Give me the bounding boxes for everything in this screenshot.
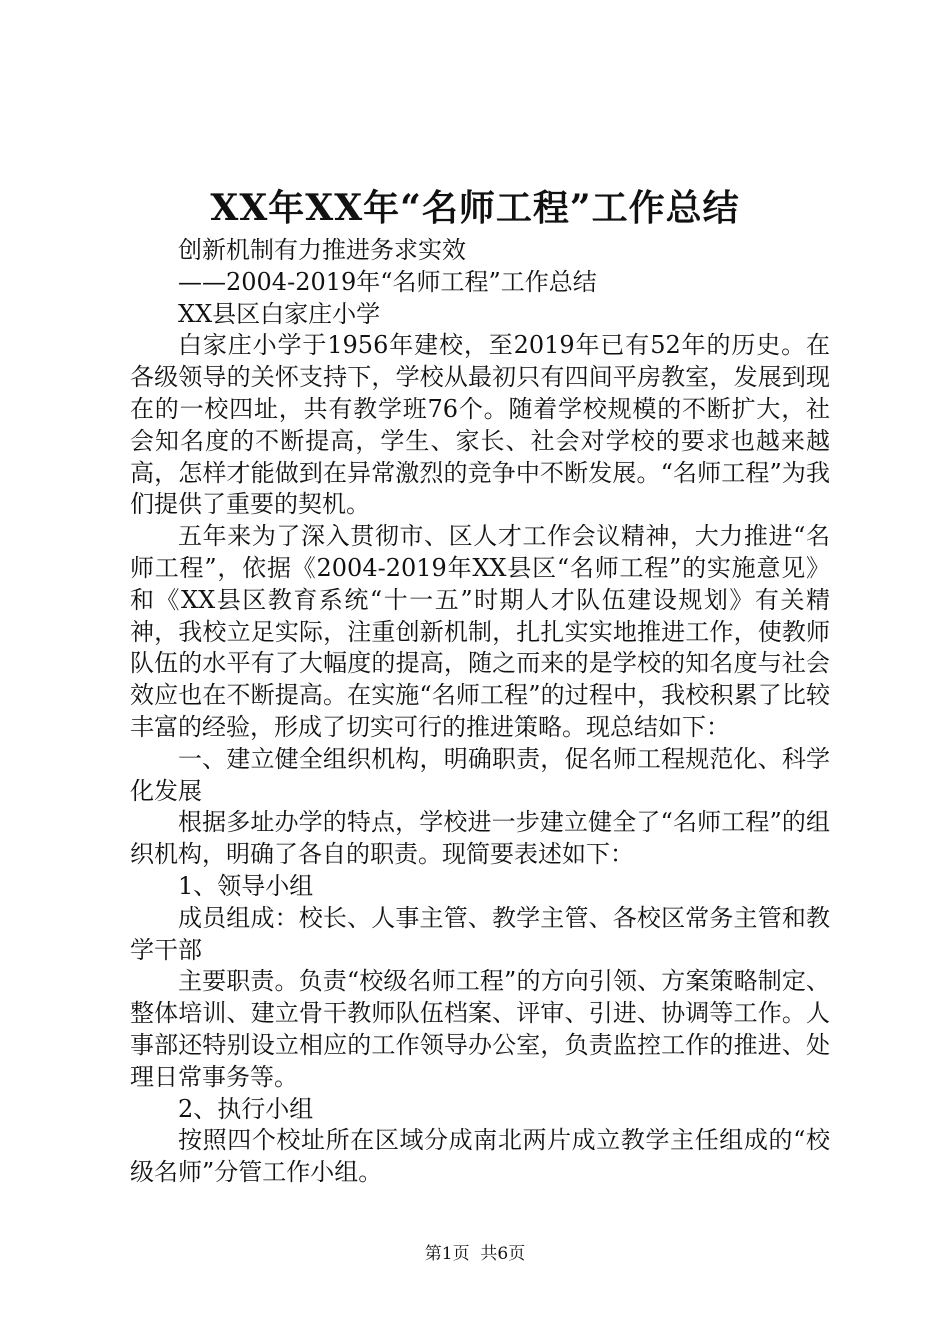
document-body — [130, 235, 830, 1189]
page-number-footer: 第1页 共6页 — [424, 1244, 526, 1264]
subtitle-line: 创新机制有力推进务求实效 — [178, 236, 466, 264]
subheading-leadership-group: 1、领导小组 — [178, 871, 314, 900]
section-heading-1: 一、建立健全组织机构，明确职责，促名师工程规范化、科学化发展 — [130, 744, 830, 805]
paragraph-organization: 根据多址办学的特点，学校进一步建立健全了“名师工程”的组织机构，明确了各自的职责。现简要表述如下： — [130, 808, 830, 869]
paragraph-overview: 五年来为了深入贯彻市、区人才工作会议精神，大力推进“名师工程”，依据《2004-2019年XX县区“名师工程”的实施意见》和《XX县区教育系统“十一五”时期人才队伍建设规划》有关精神，我校立足实际，注重创新机制，扎扎实实地推进工作，使教师队伍的水平有了大幅度的提高，随之而来的是学校的知名度与社会效应也在不断提高。在实施“名师工程”的过程中，我校积累了比较丰富的经验，形成了切实可行的推进策略。现总结如下： — [130, 522, 830, 741]
subheading-execution-group: 2、执行小组 — [178, 1094, 314, 1123]
subtitle-dash-line: ——2004-2019年“名师工程”工作总结 — [178, 267, 597, 296]
paragraph-execution: 按照四个校址所在区域分成南北两片成立教学主任组成的“校级名师”分管工作小组。 — [130, 1126, 830, 1187]
paragraph-members: 成员组成：校长、人事主管、教学主管、各校区常务主管和教学干部 — [130, 903, 830, 964]
paragraph-intro: 白家庄小学于1956年建校，至2019年已有52年的历史。在各级领导的关怀支持下，学校从最初只有四间平房教室，发展到现在的一校四址，共有教学班76个。随着学校规模的不断扩大，社会知名度的不断提高，学生、家长、社会对学校的要求也越来越高，怎样才能做到在异常激烈的竞争中不断发展。“名师工程”为我们提供了重要的契机。 — [130, 331, 830, 519]
school-name-line: XX县区白家庄小学 — [178, 299, 381, 328]
document-title: XX年XX年“名师工程”工作总结 — [210, 187, 740, 229]
paragraph-duties: 主要职责。负责“校级名师工程”的方向引领、方案策略制定、整体培训、建立骨干教师队伍档案、评审、引进、协调等工作。人事部还特别设立相应的工作领导办公室，负责监控工作的推进、处理日常事务等。 — [130, 967, 830, 1091]
